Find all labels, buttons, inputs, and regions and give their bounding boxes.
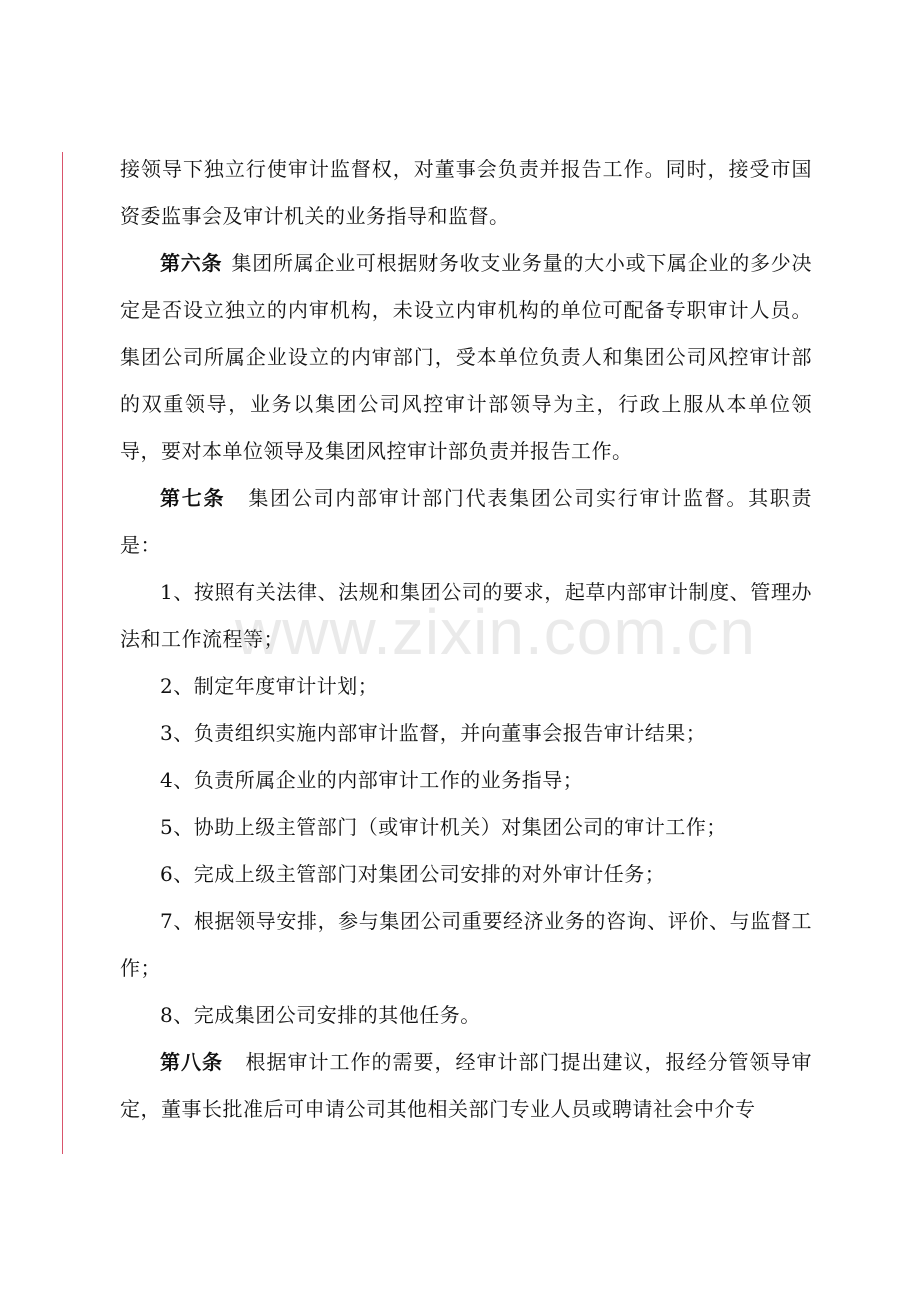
- article-7-text: 集团公司内部审计部门代表集团公司实行审计监督。其职责是：: [120, 486, 813, 557]
- article-7-label: 第七条: [160, 486, 226, 510]
- page-margin-line: [62, 152, 63, 1154]
- watermark: www.zixin.com.cn: [235, 596, 756, 668]
- article-7-item: 7、根据领导安排，参与集团公司重要经济业务的咨询、评价、与监督工作；: [120, 909, 812, 980]
- article-7-item: 8、完成集团公司安排的其他任务。: [160, 1003, 481, 1027]
- article-7-item: 2、制定年度审计计划；: [160, 674, 379, 698]
- article-8-paragraph: [120, 1039, 812, 1133]
- document-body: [120, 146, 812, 1133]
- article-6-text: 集团所属企业可根据财务收支业务量的大小或下属企业的多少决定是否设立独立的内审机构，未设立内审机构的单位可配备专职审计人员。集团公司所属企业设立的内审部门，受本单位负责人和集团公司风控审计部的双重领导，业务以集团公司风控审计部领导为主，行政上服从本单位领导，要对本单位领导及集团风控审计部负责并报告工作。: [120, 251, 813, 463]
- article-7-item: 1、按照有关法律、法规和集团公司的要求，起草内部审计制度、管理办法和工作流程等；: [120, 580, 812, 651]
- article-8-text: 根据审计工作的需要，经审计部门提出建议，报经分管领导审定，董事长批准后可申请公司其他相关部门专业人员或聘请社会中介专: [120, 1050, 812, 1121]
- article-7-item: 5、协助上级主管部门（或审计机关）对集团公司的审计工作；: [160, 815, 727, 839]
- article-7-item: 4、负责所属企业的内部审计工作的业务指导；: [160, 768, 584, 792]
- continuation-paragraph: 接领导下独立行使审计监督权，对董事会负责并报告工作。同时，接受市国资委监事会及审计机关的业务指导和监督。: [120, 157, 812, 228]
- article-7-item: 3、负责组织实施内部审计监督，并向董事会报告审计结果；: [160, 721, 707, 745]
- article-7-paragraph: [120, 475, 812, 569]
- article-7-item: 6、完成上级主管部门对集团公司安排的对外审计任务；: [160, 862, 666, 886]
- article-6-label: 第六条: [160, 251, 223, 275]
- article-8-label: 第八条: [160, 1050, 223, 1074]
- article-6-paragraph: [120, 240, 812, 475]
